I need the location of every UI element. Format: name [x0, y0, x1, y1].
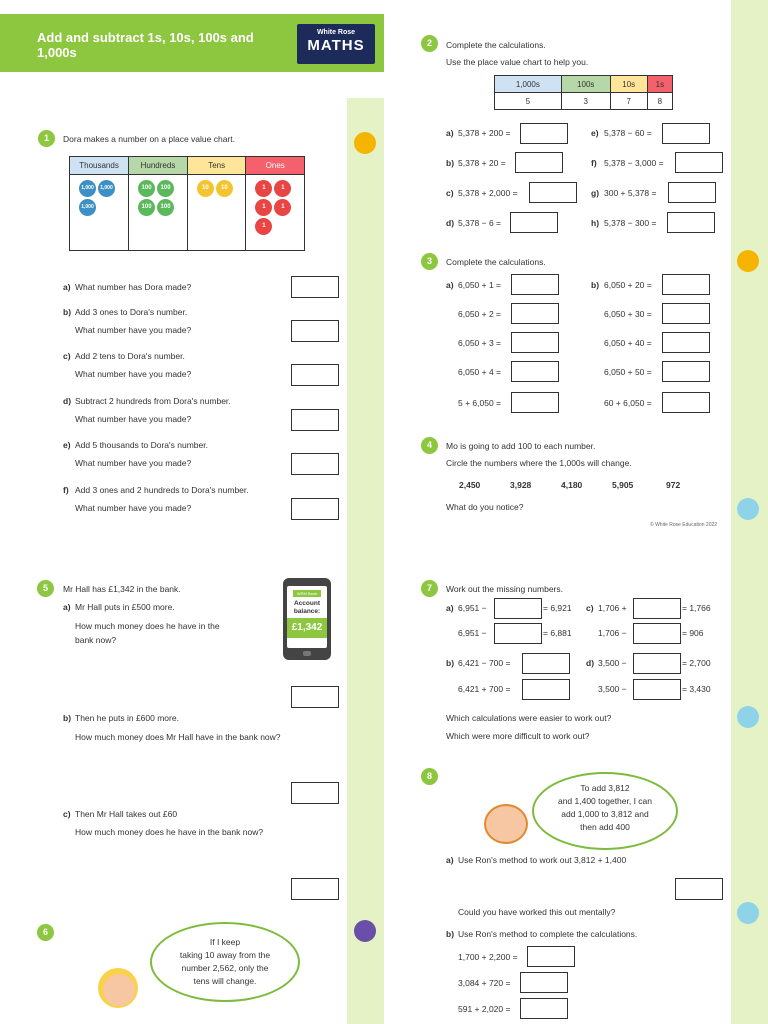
calc-expression: 6,050 + 3 = — [458, 338, 502, 348]
q1a-text: What number has Dora made? — [75, 282, 192, 292]
part-label: a) — [63, 602, 71, 612]
q1d-question: What number have you made? — [75, 414, 192, 424]
calc-result: = 1,766 — [682, 603, 711, 613]
question-number: 3 — [421, 253, 438, 270]
q2-prompt: Complete the calculations. — [446, 40, 546, 50]
phone-button — [303, 651, 311, 656]
account-label: Account balance: — [293, 600, 321, 615]
answer-box[interactable] — [515, 152, 563, 173]
speech-bubble — [532, 772, 678, 850]
answer-box[interactable] — [633, 653, 681, 674]
answer-box[interactable] — [520, 972, 568, 993]
speech-line: To add 3,812 — [580, 783, 630, 793]
q5b-text: Then he puts in £600 more. — [75, 713, 179, 723]
pvc2-header: 1s — [647, 76, 672, 93]
answer-box[interactable] — [522, 653, 570, 674]
copyright: © White Rose Education 2022 — [650, 522, 718, 528]
q1c-question: What number have you made? — [75, 369, 192, 379]
calc-expression: 6,050 + 1 = — [458, 280, 502, 290]
q2-prompt-2: Use the place value chart to help you. — [446, 57, 589, 67]
hundred-counter: 100 — [157, 199, 174, 216]
answer-box[interactable] — [511, 303, 559, 324]
answer-box[interactable] — [291, 782, 339, 804]
calc-expression: 60 + 6,050 = — [604, 398, 652, 408]
calc-expression: 1,706 − — [598, 628, 627, 638]
part-label: d) — [586, 658, 595, 668]
q5a-question: How much money does he have in the — [75, 621, 220, 631]
circle-number[interactable]: 5,905 — [612, 480, 634, 490]
speech-line: add 1,000 to 3,812 and — [561, 809, 649, 819]
pvc2-value: 7 — [610, 93, 647, 110]
part-label: b) — [446, 929, 455, 939]
speech-line: tens will change. — [193, 976, 257, 986]
answer-box[interactable] — [529, 182, 577, 203]
ten-counter: 10 — [197, 180, 214, 197]
hundred-counter: 100 — [138, 199, 155, 216]
part-label: b) — [63, 307, 72, 317]
answer-box[interactable] — [291, 686, 339, 708]
bowl-icon — [354, 920, 376, 942]
calc-expression: 5 + 6,050 = — [458, 398, 502, 408]
calc-expression: 6,050 + 50 = — [604, 367, 652, 377]
calc-expression: 5,378 − 3,000 = — [604, 158, 664, 168]
circle-number[interactable]: 4,180 — [561, 480, 583, 490]
one-counter: 1 — [274, 199, 291, 216]
calc-expression: 591 + 2,020 = — [458, 1004, 511, 1014]
part-label: c) — [63, 351, 71, 361]
pvc2-value: 5 — [495, 93, 562, 110]
calc-result: = 6,921 — [543, 603, 572, 613]
answer-box[interactable] — [511, 392, 559, 413]
q1d-text: Subtract 2 hundreds from Dora's number. — [75, 396, 231, 406]
place-value-chart-2 — [494, 75, 673, 110]
calc-expression: 1,706 + — [598, 603, 627, 613]
calc-expression: 5,378 − 6 = — [458, 218, 502, 228]
q1e-question: What number have you made? — [75, 458, 192, 468]
answer-box[interactable] — [291, 320, 339, 342]
logo-bottom-text: MATHS — [307, 37, 365, 54]
thousand-counter: 1,000 — [98, 180, 115, 197]
answer-box[interactable] — [667, 212, 715, 233]
calc-expression: 3,500 − — [598, 684, 627, 694]
q5c-question: How much money does he have in the bank now? — [75, 827, 264, 837]
question-number: 1 — [38, 130, 55, 147]
calc-expression: 5,378 − 60 = — [604, 128, 652, 138]
answer-box[interactable] — [511, 274, 559, 295]
pvc-header-thousands: Thousands — [70, 157, 129, 175]
q1b-question: What number have you made? — [75, 325, 192, 335]
q1f-question: What number have you made? — [75, 503, 192, 513]
q5a-question-2: bank now? — [75, 635, 117, 645]
answer-box[interactable] — [291, 364, 339, 386]
part-label: a) — [446, 855, 454, 865]
answer-box[interactable] — [291, 409, 339, 431]
bank-label: WRM Bank — [293, 590, 321, 597]
q7-question-harder: Which were more difficult to work out? — [446, 731, 590, 741]
part-label: c) — [63, 809, 71, 819]
answer-box[interactable] — [520, 998, 568, 1019]
calc-expression: 5,378 − 300 = — [604, 218, 657, 228]
answer-box[interactable] — [675, 878, 723, 900]
question-number: 4 — [421, 437, 438, 454]
one-counter: 1 — [255, 199, 272, 216]
answer-box[interactable] — [520, 123, 568, 144]
pvc-header-hundreds: Hundreds — [129, 157, 188, 175]
calc-expression: 6,421 − 700 = — [458, 658, 511, 668]
calc-expression: 1,700 + 2,200 = — [458, 952, 518, 962]
left-column-stripe — [347, 98, 384, 1024]
answer-box[interactable] — [675, 152, 723, 173]
q8-mental-question: Could you have worked this out mentally? — [458, 907, 616, 917]
answer-box[interactable] — [668, 182, 716, 203]
q3-prompt: Complete the calculations. — [446, 257, 546, 267]
speech-line: taking 10 away from the — [179, 950, 271, 960]
question-number: 7 — [421, 580, 438, 597]
calc-expression: 5,378 + 2,000 = — [458, 188, 518, 198]
q1f-text: Add 3 ones and 2 hundreds to Dora's number. — [75, 485, 249, 495]
question-number: 8 — [421, 768, 438, 785]
calc-expression: 6,421 + 700 = — [458, 684, 511, 694]
logo-top-text: White Rose — [316, 29, 356, 36]
q1b-text: Add 3 ones to Dora's number. — [75, 307, 188, 317]
q5a-text: Mr Hall puts in £500 more. — [75, 602, 175, 612]
speech-line: and 1,400 together, I can — [557, 796, 653, 806]
circle-number[interactable]: 972 — [666, 480, 681, 490]
question-number: 5 — [37, 580, 54, 597]
pvc-tens-cell — [187, 175, 246, 251]
part-label: f) — [63, 485, 69, 495]
answer-box[interactable] — [633, 679, 681, 700]
calc-expression: 6,050 + 2 = — [458, 309, 502, 319]
thousand-counter: 1,000 — [79, 180, 96, 197]
answer-box[interactable] — [291, 453, 339, 475]
phone-screen — [287, 586, 327, 648]
calc-expression: 6,050 + 4 = — [458, 367, 502, 377]
calc-expression: 6,951 − — [458, 603, 487, 613]
calc-expression: 3,084 + 720 = — [458, 978, 511, 988]
q1-prompt: Dora makes a number on a place value chart. — [63, 134, 235, 144]
part-label: b) — [446, 158, 455, 168]
pvc-hundreds-cell — [129, 175, 188, 251]
page-title: Add and subtract 1s, 10s, 100s and 1,000s — [37, 30, 254, 60]
q5c-text: Then Mr Hall takes out £60 — [75, 809, 178, 819]
phone-illustration — [283, 578, 331, 660]
calc-expression: 6,050 + 30 = — [604, 309, 652, 319]
q7-question-easier: Which calculations were easier to work out? — [446, 713, 612, 723]
answer-box[interactable] — [633, 623, 681, 644]
pvc-header-ones: Ones — [246, 157, 305, 175]
answer-box[interactable] — [291, 276, 339, 298]
speech-line: If I keep — [209, 937, 241, 947]
q4-prompt: Mo is going to add 100 to each number. — [446, 441, 596, 451]
pvc2-header: 1,000s — [495, 76, 562, 93]
circle-number[interactable]: 2,450 — [459, 480, 481, 490]
ron-character-illustration — [480, 800, 528, 842]
answer-box[interactable] — [662, 392, 710, 413]
pvc-ones-cell — [246, 175, 305, 251]
speech-line: then add 400 — [580, 822, 630, 832]
ten-counter: 10 — [216, 180, 233, 197]
answer-box[interactable] — [662, 303, 710, 324]
q8a-text: Use Ron's method to work out 3,812 + 1,400 — [458, 855, 627, 865]
part-label: a) — [446, 603, 454, 613]
answer-box[interactable] — [662, 361, 710, 382]
calc-expression: 300 + 5,378 = — [604, 188, 657, 198]
answer-box[interactable] — [510, 212, 558, 233]
pvc2-header: 100s — [561, 76, 610, 93]
answer-box[interactable] — [291, 878, 339, 900]
calc-result: = 906 — [682, 628, 704, 638]
hundred-counter: 100 — [138, 180, 155, 197]
part-label: a) — [446, 128, 454, 138]
part-label: c) — [586, 603, 594, 613]
part-label: e) — [63, 440, 71, 450]
bowl-icon — [737, 706, 759, 728]
white-rose-maths-logo — [297, 24, 375, 64]
calc-result: = 3,430 — [682, 684, 711, 694]
calc-expression: 6,050 + 40 = — [604, 338, 652, 348]
part-label: h) — [591, 218, 600, 228]
part-label: b) — [446, 658, 455, 668]
owl-icon — [737, 250, 759, 272]
answer-box[interactable] — [494, 623, 542, 644]
q5b-question: How much money does Mr Hall have in the bank now? — [75, 732, 281, 742]
calc-expression: 5,378 + 200 = — [458, 128, 511, 138]
q5-intro: Mr Hall has £1,342 in the bank. — [63, 584, 181, 594]
question-number: 2 — [421, 35, 438, 52]
calc-expression: 5,378 + 20 = — [458, 158, 506, 168]
part-label: g) — [591, 188, 600, 198]
question-number: 6 — [37, 924, 54, 941]
answer-box[interactable] — [511, 361, 559, 382]
q4-prompt-2: Circle the numbers where the 1,000s will change. — [446, 458, 632, 468]
part-label: d) — [63, 396, 72, 406]
calc-expression: 6,951 − — [458, 628, 487, 638]
answer-box[interactable] — [494, 598, 542, 619]
q1e-text: Add 5 thousands to Dora's number. — [75, 440, 208, 450]
thousand-counter: 1,000 — [79, 199, 96, 216]
answer-box[interactable] — [527, 946, 575, 967]
part-label: a) — [63, 282, 71, 292]
q8b-text: Use Ron's method to complete the calculations. — [458, 929, 638, 939]
girl-character-illustration — [88, 960, 144, 1012]
bowl-icon — [737, 902, 759, 924]
q4-notice: What do you notice? — [446, 502, 524, 512]
answer-box[interactable] — [522, 679, 570, 700]
answer-box[interactable] — [662, 274, 710, 295]
q7-prompt: Work out the missing numbers. — [446, 584, 563, 594]
pvc2-value: 3 — [561, 93, 610, 110]
one-counter: 1 — [255, 218, 272, 235]
calc-result: = 6,881 — [543, 628, 572, 638]
answer-box[interactable] — [633, 598, 681, 619]
part-label: a) — [446, 280, 454, 290]
pvc-header-tens: Tens — [187, 157, 246, 175]
calc-expression: 6,050 + 20 = — [604, 280, 652, 290]
answer-box[interactable] — [662, 332, 710, 353]
place-value-chart — [69, 156, 305, 251]
speech-line: number 2,562, only the — [181, 963, 269, 973]
part-label: d) — [446, 218, 455, 228]
hundred-counter: 100 — [157, 180, 174, 197]
speech-bubble — [150, 922, 300, 1002]
answer-box[interactable] — [291, 498, 339, 520]
q1c-text: Add 2 tens to Dora's number. — [75, 351, 185, 361]
balance-label: £1,342 — [287, 618, 327, 638]
part-label: f) — [591, 158, 597, 168]
one-counter: 1 — [274, 180, 291, 197]
calc-result: = 2,700 — [682, 658, 711, 668]
pvc2-value: 8 — [647, 93, 672, 110]
part-label: b) — [591, 280, 600, 290]
calc-expression: 3,500 − — [598, 658, 627, 668]
pvc-thousands-cell — [70, 175, 129, 251]
part-label: e) — [591, 128, 599, 138]
part-label: b) — [63, 713, 72, 723]
owl-icon — [354, 132, 376, 154]
answer-box[interactable] — [662, 123, 710, 144]
answer-box[interactable] — [511, 332, 559, 353]
one-counter: 1 — [255, 180, 272, 197]
circle-number[interactable]: 3,928 — [510, 480, 532, 490]
pvc2-header: 10s — [610, 76, 647, 93]
bowl-icon — [737, 498, 759, 520]
part-label: c) — [446, 188, 454, 198]
